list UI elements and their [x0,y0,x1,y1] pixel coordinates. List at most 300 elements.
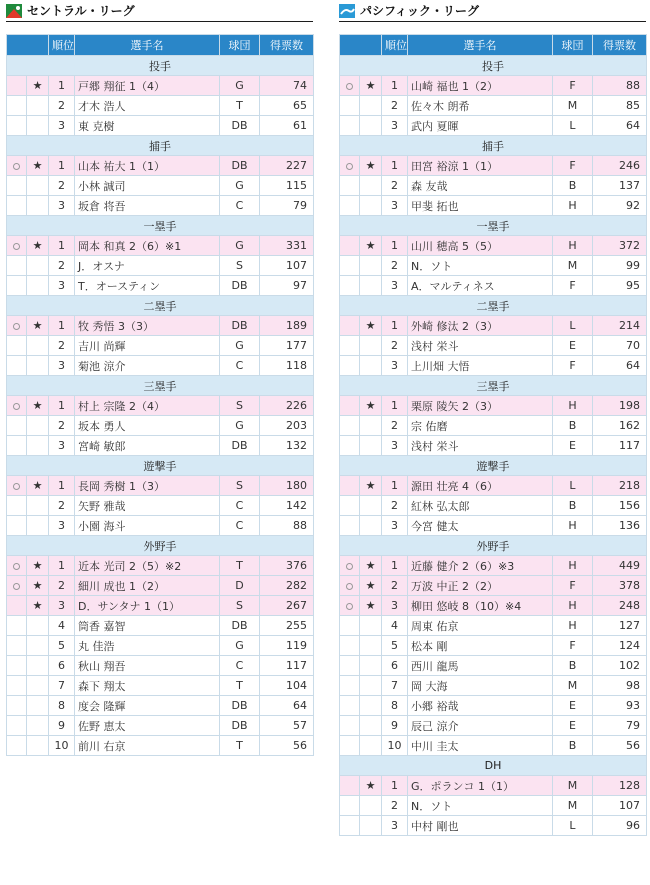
player-name: 栗原 陵矢 2（3） [408,396,553,416]
rank-cell: 8 [382,696,408,716]
ring-icon [13,243,20,250]
player-row [340,476,647,496]
first-time-cell [340,656,360,676]
selected-star: ★ [360,776,382,796]
rank-cell: 1 [382,396,408,416]
rank-cell: 10 [49,736,75,756]
first-time-cell [7,556,27,576]
selected-star: ★ [27,596,49,616]
player-name: 東 克樹 [75,116,220,136]
rank-cell: 4 [382,616,408,636]
team-cell: C [220,196,260,216]
team-cell: D [220,576,260,596]
first-time-cell [7,476,27,496]
rank-cell: 1 [49,76,75,96]
rank-cell: 1 [382,156,408,176]
first-time-cell [340,476,360,496]
team-cell: T [220,96,260,116]
team-cell: F [553,76,593,96]
rank-cell: 1 [382,76,408,96]
first-time-cell [7,256,27,276]
first-time-cell [340,356,360,376]
player-name: 宮崎 敏郎 [75,436,220,456]
position-row [7,376,314,396]
votes-cell: 156 [593,496,647,516]
player-name: 今宮 健太 [408,516,553,536]
player-row [7,676,314,696]
player-row [340,356,647,376]
team-cell: L [553,116,593,136]
team-cell: H [553,556,593,576]
first-time-cell [340,816,360,836]
position-label: 一塁手 [340,216,647,236]
central-league-logo-icon [6,4,22,18]
position-label: 三塁手 [340,376,647,396]
selected-star [27,436,49,456]
first-time-cell [340,256,360,276]
player-row [340,776,647,796]
position-row [340,216,647,236]
position-row [340,756,647,776]
rank-cell: 2 [382,96,408,116]
rank-cell: 3 [382,356,408,376]
votes-cell: 198 [593,396,647,416]
player-row [340,596,647,616]
rank-cell: 3 [49,116,75,136]
selected-star [360,656,382,676]
votes-cell: 56 [593,736,647,756]
player-name: G．ポランコ 1（1） [408,776,553,796]
player-name: 浅村 栄斗 [408,436,553,456]
rank-cell: 2 [49,496,75,516]
first-time-cell [340,176,360,196]
pacific-table-header [340,35,647,56]
selected-star: ★ [27,476,49,496]
ring-icon [346,583,353,590]
rank-cell: 3 [49,516,75,536]
ring-icon [13,563,20,570]
selected-star [360,256,382,276]
pacific-league-panel [339,0,646,836]
rank-cell: 3 [382,516,408,536]
player-row [340,696,647,716]
player-name: 松本 剛 [408,636,553,656]
first-time-cell [7,336,27,356]
rank-cell: 6 [49,656,75,676]
selected-star: ★ [360,156,382,176]
selected-star [360,816,382,836]
team-cell: B [553,736,593,756]
first-time-cell [7,696,27,716]
votes-cell: 136 [593,516,647,536]
team-cell: B [553,176,593,196]
player-row [340,256,647,276]
position-row [340,296,647,316]
team-cell: G [220,416,260,436]
position-label: 捕手 [340,136,647,156]
player-row [7,516,314,536]
player-name: N．ソト [408,256,553,276]
player-name: 西川 龍馬 [408,656,553,676]
player-name: 中川 圭太 [408,736,553,756]
player-name: N．ソト [408,796,553,816]
selected-star: ★ [360,316,382,336]
votes-cell: 128 [593,776,647,796]
team-cell: B [553,656,593,676]
team-cell: H [553,616,593,636]
rank-cell: 2 [49,416,75,436]
player-name: 前川 右京 [75,736,220,756]
first-time-cell [340,196,360,216]
first-time-cell [7,616,27,636]
player-row [7,696,314,716]
rank-cell: 3 [49,196,75,216]
player-name: 山川 穂高 5（5） [408,236,553,256]
selected-star [360,696,382,716]
player-name: 矢野 雅哉 [75,496,220,516]
selected-star: ★ [27,576,49,596]
votes-cell: 132 [260,436,314,456]
selected-star: ★ [27,316,49,336]
rank-cell: 4 [49,616,75,636]
first-time-cell [7,116,27,136]
player-name: 田宮 裕涼 1（1） [408,156,553,176]
player-row [340,156,647,176]
position-row [340,376,647,396]
player-row [340,236,647,256]
votes-cell: 203 [260,416,314,436]
selected-star [27,696,49,716]
team-cell: H [553,196,593,216]
first-time-cell [340,636,360,656]
votes-cell: 70 [593,336,647,356]
player-row [7,76,314,96]
rank-cell: 1 [49,396,75,416]
selected-star [360,436,382,456]
first-time-cell [7,656,27,676]
pacific-league-table [339,34,647,836]
rank-cell: 1 [382,316,408,336]
team-cell: E [553,336,593,356]
selected-star: ★ [360,396,382,416]
player-name: 万波 中正 2（2） [408,576,553,596]
player-name: 岡 大海 [408,676,553,696]
player-name: 吉川 尚輝 [75,336,220,356]
rank-cell: 3 [49,356,75,376]
selected-star [360,116,382,136]
selected-star [27,516,49,536]
player-row [340,396,647,416]
player-row [7,256,314,276]
ring-icon [13,403,20,410]
rank-cell: 2 [382,796,408,816]
selected-star: ★ [27,556,49,576]
selected-star [360,96,382,116]
rank-cell: 2 [382,416,408,436]
votes-cell: 127 [593,616,647,636]
player-row [340,116,647,136]
player-row [7,636,314,656]
player-row [340,196,647,216]
rank-cell: 3 [49,436,75,456]
selected-star: ★ [360,476,382,496]
player-row [7,236,314,256]
rank-cell: 2 [382,496,408,516]
selected-star [27,496,49,516]
first-time-cell [340,576,360,596]
selected-star [27,356,49,376]
first-time-cell [7,736,27,756]
team-cell: H [553,236,593,256]
first-time-cell [340,716,360,736]
ring-icon [346,603,353,610]
column-header: 選手名 [75,35,220,56]
player-name: 秋山 翔吾 [75,656,220,676]
first-time-cell [340,236,360,256]
votes-cell: 88 [593,76,647,96]
votes-cell: 96 [593,816,647,836]
team-cell: L [553,476,593,496]
position-label: 二塁手 [7,296,314,316]
first-time-cell [340,696,360,716]
votes-cell: 61 [260,116,314,136]
player-name: 外崎 修汰 2（3） [408,316,553,336]
player-row [340,576,647,596]
votes-cell: 331 [260,236,314,256]
player-name: 紅林 弘太郎 [408,496,553,516]
player-row [7,616,314,636]
player-name: 小林 誠司 [75,176,220,196]
rank-cell: 3 [382,196,408,216]
votes-cell: 376 [260,556,314,576]
selected-star [27,636,49,656]
team-cell: F [553,156,593,176]
selected-star [27,336,49,356]
votes-cell: 79 [260,196,314,216]
votes-cell: 137 [593,176,647,196]
team-cell: F [553,356,593,376]
first-time-cell [340,616,360,636]
team-cell: T [220,736,260,756]
player-row [7,576,314,596]
team-cell: E [553,436,593,456]
player-name: 近藤 健介 2（6）※3 [408,556,553,576]
player-name: 細川 成也 1（2） [75,576,220,596]
first-time-cell [7,316,27,336]
rank-cell: 2 [382,256,408,276]
votes-cell: 88 [260,516,314,536]
position-row [7,216,314,236]
column-header: 球団 [553,35,593,56]
rank-cell: 2 [49,256,75,276]
player-row [340,416,647,436]
player-row [340,176,647,196]
first-time-cell [340,796,360,816]
team-cell: L [553,316,593,336]
player-name: 浅村 栄斗 [408,336,553,356]
rank-cell: 2 [382,176,408,196]
votes-cell: 93 [593,696,647,716]
player-row [340,616,647,636]
selected-star [27,176,49,196]
central-league-table [6,34,314,756]
player-row [7,656,314,676]
rank-cell: 10 [382,736,408,756]
votes-cell: 248 [593,596,647,616]
player-row [340,316,647,336]
first-time-cell [7,176,27,196]
position-label: 二塁手 [340,296,647,316]
first-time-cell [340,336,360,356]
rank-cell: 2 [382,576,408,596]
player-name: D．サンタナ 1（1） [75,596,220,616]
player-row [7,316,314,336]
player-name: 度会 隆輝 [75,696,220,716]
votes-cell: 85 [593,96,647,116]
rank-cell: 1 [382,236,408,256]
votes-cell: 378 [593,576,647,596]
selected-star [360,796,382,816]
votes-cell: 102 [593,656,647,676]
position-row [340,536,647,556]
position-row [7,296,314,316]
ring-icon [13,583,20,590]
selected-star [360,716,382,736]
selected-star [360,356,382,376]
votes-cell: 124 [593,636,647,656]
rank-cell: 1 [382,556,408,576]
column-header [7,35,49,56]
rank-cell: 7 [49,676,75,696]
player-row [340,96,647,116]
team-cell: S [220,256,260,276]
player-row [340,656,647,676]
player-name: 菊池 涼介 [75,356,220,376]
player-row [340,336,647,356]
rank-cell: 2 [49,176,75,196]
first-time-cell [7,156,27,176]
player-name: A．マルティネス [408,276,553,296]
votes-cell: 107 [593,796,647,816]
selected-star [360,736,382,756]
team-cell: DB [220,436,260,456]
votes-cell: 97 [260,276,314,296]
player-name: 森下 翔太 [75,676,220,696]
first-time-cell [340,416,360,436]
pacific-league-header [339,0,646,22]
selected-star: ★ [27,236,49,256]
votes-cell: 226 [260,396,314,416]
rank-cell: 3 [49,596,75,616]
position-row [340,136,647,156]
selected-star [27,716,49,736]
rank-cell: 3 [382,436,408,456]
votes-cell: 118 [260,356,314,376]
first-time-cell [340,516,360,536]
votes-cell: 255 [260,616,314,636]
central-league-title: セントラル・リーグ [27,4,135,18]
selected-star [360,516,382,536]
first-time-cell [7,196,27,216]
first-time-cell [340,96,360,116]
selected-star: ★ [360,76,382,96]
selected-star [27,416,49,436]
position-row [7,136,314,156]
votes-cell: 142 [260,496,314,516]
team-cell: DB [220,696,260,716]
votes-cell: 177 [260,336,314,356]
player-row [7,416,314,436]
player-row [340,496,647,516]
player-row [7,176,314,196]
team-cell: G [220,636,260,656]
rank-cell: 6 [382,656,408,676]
team-cell: T [220,556,260,576]
rank-cell: 5 [382,636,408,656]
team-cell: G [220,76,260,96]
votes-cell: 180 [260,476,314,496]
team-cell: F [553,576,593,596]
player-name: 牧 秀悟 3（3） [75,316,220,336]
team-cell: M [553,256,593,276]
player-row [340,76,647,96]
position-row [340,56,647,76]
central-table-header [7,35,314,56]
votes-cell: 104 [260,676,314,696]
player-row [7,556,314,576]
team-cell: C [220,656,260,676]
rank-cell: 8 [49,696,75,716]
player-row [7,336,314,356]
team-cell: G [220,336,260,356]
player-name: 森 友哉 [408,176,553,196]
selected-star [27,96,49,116]
column-header: 順位 [49,35,75,56]
first-time-cell [7,356,27,376]
player-row [340,636,647,656]
votes-cell: 162 [593,416,647,436]
first-time-cell [7,396,27,416]
player-row [7,496,314,516]
player-row [7,436,314,456]
votes-cell: 79 [593,716,647,736]
player-row [340,736,647,756]
team-cell: F [553,636,593,656]
team-cell: B [553,416,593,436]
team-cell: E [553,696,593,716]
player-name: 上川畑 大悟 [408,356,553,376]
position-label: 投手 [7,56,314,76]
votes-cell: 214 [593,316,647,336]
selected-star [360,616,382,636]
rank-cell: 1 [49,316,75,336]
player-name: 佐々木 朗希 [408,96,553,116]
first-time-cell [340,76,360,96]
first-time-cell [340,436,360,456]
column-header: 得票数 [260,35,314,56]
team-cell: G [220,236,260,256]
selected-star: ★ [360,556,382,576]
first-time-cell [7,96,27,116]
player-name: 辰己 涼介 [408,716,553,736]
player-name: 佐野 恵太 [75,716,220,736]
rank-cell: 3 [382,276,408,296]
team-cell: G [220,176,260,196]
header-row [340,35,647,56]
player-name: 小園 海斗 [75,516,220,536]
votes-cell: 246 [593,156,647,176]
first-time-cell [340,276,360,296]
